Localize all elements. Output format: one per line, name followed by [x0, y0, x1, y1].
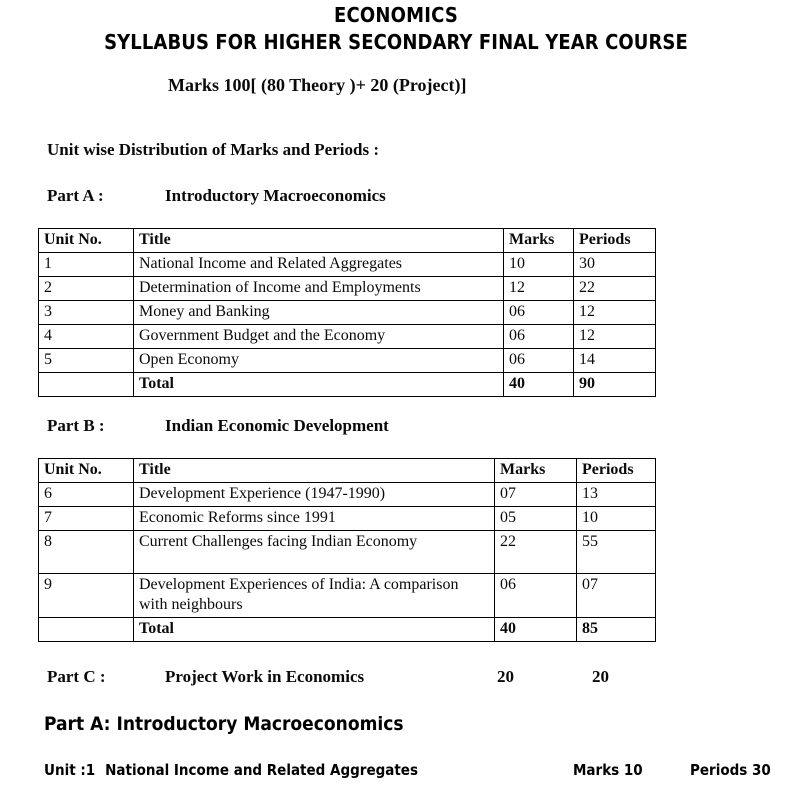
header-periods: Periods — [577, 459, 656, 483]
cell-marks: 10 — [504, 253, 574, 277]
table-row — [39, 507, 656, 531]
cell-unit-no: 3 — [39, 301, 134, 325]
cell-unit-no: 8 — [39, 531, 134, 574]
unit-periods: Periods 30 — [690, 761, 771, 779]
table-row — [39, 301, 656, 325]
cell-marks: 07 — [495, 483, 577, 507]
cell-unit-no: 2 — [39, 277, 134, 301]
cell-periods: 07 — [577, 574, 656, 618]
document-title: ECONOMICS — [333, 3, 459, 27]
header-title: Title — [134, 459, 495, 483]
cell-title: Economic Reforms since 1991 — [134, 507, 495, 531]
cell-total-label: Total — [134, 618, 495, 642]
marks-summary-line: Marks 100[ (80 Theory )+ 20 (Project)] — [168, 75, 467, 95]
cell-unit-no: 1 — [39, 253, 134, 277]
cell-marks: 22 — [495, 531, 577, 574]
unit-title: National Income and Related Aggregates — [105, 761, 419, 779]
table-header-row — [39, 229, 656, 253]
header-unit-no: Unit No. — [39, 229, 134, 253]
cell-marks: 06 — [495, 574, 577, 618]
cell-total-marks: 40 — [504, 373, 574, 397]
table-row — [39, 531, 656, 574]
cell-unit-no — [39, 618, 134, 642]
header-marks: Marks — [495, 459, 577, 483]
cell-marks: 12 — [504, 277, 574, 301]
table-row — [39, 574, 656, 618]
table-total-row — [39, 373, 656, 397]
part-a-label: Part A : — [47, 186, 104, 205]
table-row — [39, 277, 656, 301]
cell-unit-no — [39, 373, 134, 397]
cell-title: Open Economy — [134, 349, 504, 373]
cell-periods: 12 — [574, 325, 656, 349]
cell-title: Determination of Income and Employments — [134, 277, 504, 301]
section-a-unit-1-line — [44, 761, 771, 779]
cell-title: Development Experience (1947-1990) — [134, 483, 495, 507]
cell-periods: 55 — [577, 531, 656, 574]
part-b-heading — [47, 416, 389, 436]
table-part-a — [38, 228, 656, 397]
cell-unit-no: 9 — [39, 574, 134, 618]
unit-number: Unit :1 — [44, 761, 96, 779]
document-subtitle: SYLLABUS FOR HIGHER SECONDARY FINAL YEAR COURSE — [104, 30, 688, 54]
cell-title: Current Challenges facing Indian Economy — [134, 531, 495, 574]
cell-total-label: Total — [134, 373, 504, 397]
cell-marks: 05 — [495, 507, 577, 531]
table-header-row — [39, 459, 656, 483]
cell-title: Development Experiences of India: A comparison with neighbours — [134, 574, 495, 618]
table-total-row — [39, 618, 656, 642]
header-periods: Periods — [574, 229, 656, 253]
table-row — [39, 349, 656, 373]
cell-unit-no: 7 — [39, 507, 134, 531]
header-unit-no: Unit No. — [39, 459, 134, 483]
part-b-label: Part B : — [47, 416, 105, 435]
cell-unit-no: 6 — [39, 483, 134, 507]
table-row — [39, 253, 656, 277]
cell-total-periods: 85 — [577, 618, 656, 642]
part-c-label: Part C : — [47, 667, 106, 686]
cell-title: Government Budget and the Economy — [134, 325, 504, 349]
header-title: Title — [134, 229, 504, 253]
part-a-heading — [47, 186, 386, 206]
part-c-marks: 20 — [497, 667, 514, 686]
cell-periods: 13 — [577, 483, 656, 507]
section-a-heading: Part A: Introductory Macroeconomics — [44, 713, 404, 735]
cell-marks: 06 — [504, 349, 574, 373]
cell-marks: 06 — [504, 325, 574, 349]
cell-periods: 14 — [574, 349, 656, 373]
table-part-b — [38, 458, 656, 642]
distribution-heading: Unit wise Distribution of Marks and Periods : — [47, 140, 379, 159]
part-c-heading — [47, 667, 609, 687]
table-row — [39, 325, 656, 349]
cell-periods: 30 — [574, 253, 656, 277]
cell-marks: 06 — [504, 301, 574, 325]
cell-title: National Income and Related Aggregates — [134, 253, 504, 277]
part-c-periods: 20 — [592, 667, 609, 686]
cell-periods: 22 — [574, 277, 656, 301]
part-b-name: Indian Economic Development — [165, 416, 389, 435]
cell-periods: 12 — [574, 301, 656, 325]
header-marks: Marks — [504, 229, 574, 253]
cell-title: Money and Banking — [134, 301, 504, 325]
cell-unit-no: 5 — [39, 349, 134, 373]
part-c-name: Project Work in Economics — [165, 667, 365, 686]
part-a-name: Introductory Macroeconomics — [165, 186, 386, 205]
cell-total-marks: 40 — [495, 618, 577, 642]
cell-total-periods: 90 — [574, 373, 656, 397]
cell-periods: 10 — [577, 507, 656, 531]
table-row — [39, 483, 656, 507]
unit-marks: Marks 10 — [573, 761, 643, 779]
cell-unit-no: 4 — [39, 325, 134, 349]
